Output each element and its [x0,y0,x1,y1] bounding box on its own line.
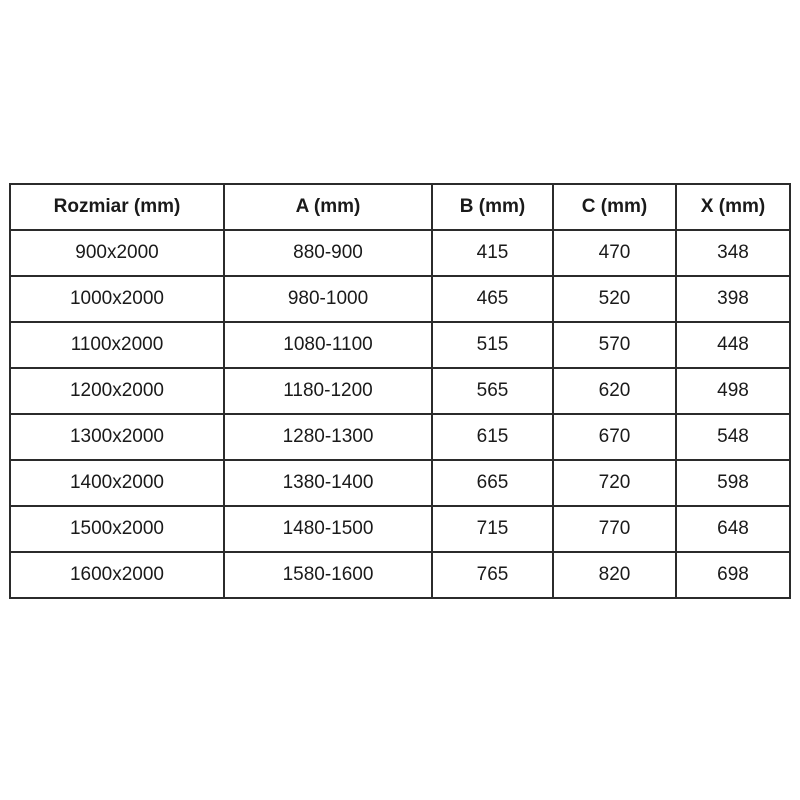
spec-table-head [10,184,790,230]
table-row [10,230,790,276]
cell-r6-c1: 1480-1500 [224,506,432,552]
column-header-2: B (mm) [432,184,553,230]
cell-r3-c0: 1200x2000 [10,368,224,414]
cell-r1-c1: 980-1000 [224,276,432,322]
cell-r5-c0: 1400x2000 [10,460,224,506]
cell-r0-c0: 900x2000 [10,230,224,276]
cell-r0-c4: 348 [676,230,790,276]
cell-r4-c2: 615 [432,414,553,460]
cell-r7-c2: 765 [432,552,553,598]
cell-r5-c2: 665 [432,460,553,506]
cell-r7-c1: 1580-1600 [224,552,432,598]
column-header-3: C (mm) [553,184,676,230]
cell-r4-c4: 548 [676,414,790,460]
table-row [10,552,790,598]
cell-r7-c3: 820 [553,552,676,598]
column-header-1: A (mm) [224,184,432,230]
cell-r0-c2: 415 [432,230,553,276]
table-row [10,460,790,506]
cell-r6-c3: 770 [553,506,676,552]
column-header-4: X (mm) [676,184,790,230]
cell-r2-c3: 570 [553,322,676,368]
cell-r2-c2: 515 [432,322,553,368]
cell-r2-c4: 448 [676,322,790,368]
cell-r5-c3: 720 [553,460,676,506]
cell-r4-c3: 670 [553,414,676,460]
cell-r1-c3: 520 [553,276,676,322]
cell-r4-c1: 1280-1300 [224,414,432,460]
cell-r3-c1: 1180-1200 [224,368,432,414]
cell-r1-c2: 465 [432,276,553,322]
spec-table-body [10,230,790,598]
cell-r0-c3: 470 [553,230,676,276]
table-row [10,276,790,322]
cell-r1-c0: 1000x2000 [10,276,224,322]
table-row [10,368,790,414]
cell-r7-c0: 1600x2000 [10,552,224,598]
cell-r3-c3: 620 [553,368,676,414]
cell-r5-c4: 598 [676,460,790,506]
column-header-0: Rozmiar (mm) [10,184,224,230]
cell-r1-c4: 398 [676,276,790,322]
cell-r6-c4: 648 [676,506,790,552]
cell-r3-c2: 565 [432,368,553,414]
cell-r0-c1: 880-900 [224,230,432,276]
cell-r4-c0: 1300x2000 [10,414,224,460]
cell-r6-c0: 1500x2000 [10,506,224,552]
size-spec-table [9,183,791,599]
cell-r5-c1: 1380-1400 [224,460,432,506]
table-row [10,322,790,368]
cell-r2-c0: 1100x2000 [10,322,224,368]
cell-r2-c1: 1080-1100 [224,322,432,368]
header-row [10,184,790,230]
table-row [10,414,790,460]
cell-r7-c4: 698 [676,552,790,598]
cell-r3-c4: 498 [676,368,790,414]
cell-r6-c2: 715 [432,506,553,552]
table-row [10,506,790,552]
